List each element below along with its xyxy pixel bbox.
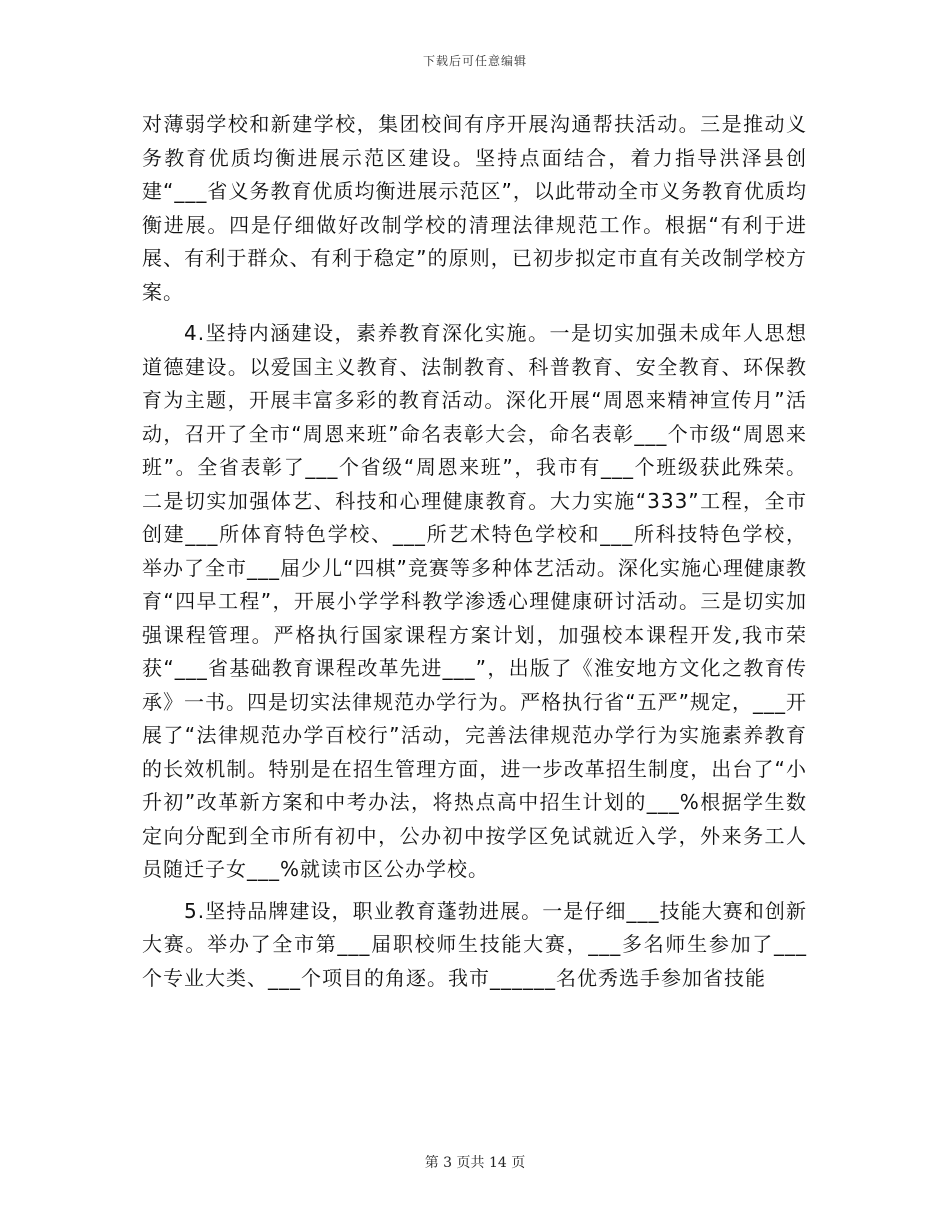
paragraph-2: 4.坚持内涵建设，素养教育深化实施。一是切实加强未成年人思想道德建设。以爱国主义教育、法制教育、科普教育、安全教育、环保教育为主题，开展丰富多彩的教育活动。深化开展“周恩来精神宣传月”活动，召开了全市“周恩来班”命名表彰大会，命名表彰___个市级“周恩来班”。全省表彰了___个省级“周恩来班”，我市有___个班级获此殊荣。二是切实加强体艺、科技和心理健康教育。大力实施“333”工程，全市创建___所体育特色学校、___所艺术特色学校和___所科技特色学校，举办了全市___届少儿“四棋”竞赛等多种体艺活动。深化实施心理健康教育“四早工程”，开展小学学科教学渗透心理健康研讨活动。三是切实加强课程管理。严格执行国家课程方案计划，加强校本课程开发,我市荣获“___省基础教育课程改革先进___”，出版了《淮安地方文化之教育传承》一书。四是切实法律规范办学行为。严格执行省“五严”规定，___开展了“法律规范办学百校行”活动，完善法律规范办学行为实施素养教育的长效机制。特别是在招生管理方面，进一步改革招生制度，出台了“小升初”改革新方案和中考办法，将热点高中招生计划的___%根据学生数定向分配到全市所有初中，公办初中按学区免试就近入学，外来务工人员随迁子女___%就读市区公办学校。 xyxy=(142,321,807,881)
paragraph-1: 对薄弱学校和新建学校，集团校间有序开展沟通帮扶活动。三是推动义务教育优质均衡进展示范区建设。坚持点面结合，着力指导洪泽县创建“___省义务教育优质均衡进展示范区”，以此带动全市义务教育优质均衡进展。四是仔细做好改制学校的清理法律规范工作。根据“有利于进展、有利于群众、有利于稳定”的原则，已初步拟定市直有关改制学校方案。 xyxy=(142,112,807,304)
page-footer: 第 3 页共 14 页 xyxy=(424,1155,526,1171)
paragraph-3: 5.坚持品牌建设，职业教育蓬勃进展。一是仔细___技能大赛和创新大赛。举办了全市第___届职校师生技能大赛，___多名师生参加了___个专业大类、___个项目的角逐。我市______名优秀选手参加省技能 xyxy=(142,898,807,990)
document-body xyxy=(142,108,807,995)
page-header: 下载后可任意编辑 xyxy=(422,54,527,68)
